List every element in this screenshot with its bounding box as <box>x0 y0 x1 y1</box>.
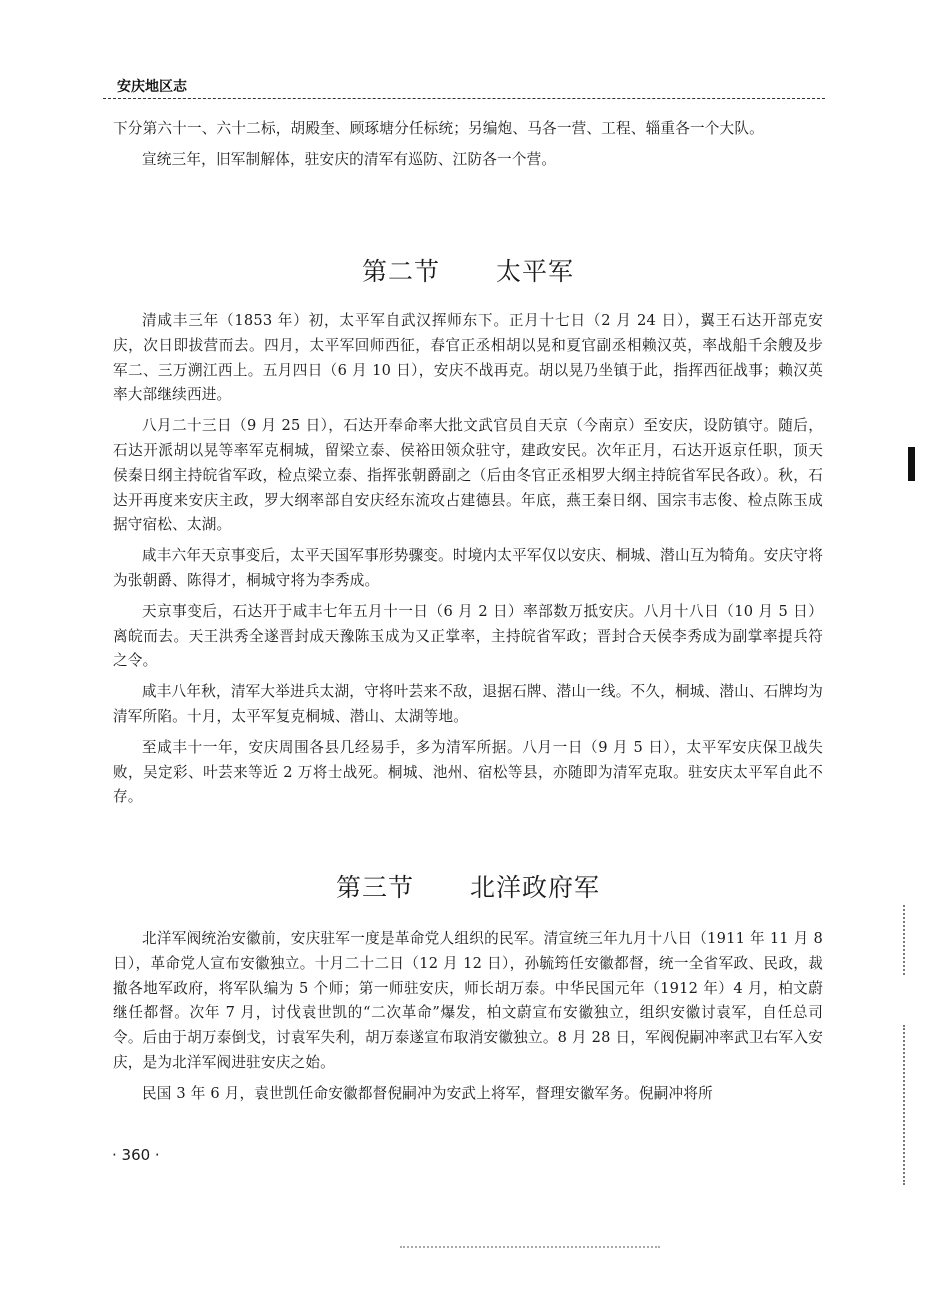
page-number: · 360 · <box>112 1146 160 1164</box>
section-3-paragraph: 民国 3 年 6 月，袁世凯任命安徽都督倪嗣冲为安武上将军，督理安徽军务。倪嗣冲将所 <box>142 1084 713 1102</box>
intro-text <box>113 117 823 179</box>
scan-dots-lower <box>903 1025 909 1185</box>
running-title: 安庆地区志 <box>117 79 187 95</box>
intro-paragraph: 宣统三年，旧军制解体，驻安庆的清军有巡防、江防各一个营。 <box>142 150 557 168</box>
section-2-number: 第二节 <box>361 257 440 286</box>
section-2-name: 太平军 <box>496 257 575 286</box>
section-2-paragraph: 八月二十三日（9 月 25 日），石达开奉命率大批文武官员自天京（今南京）至安庆，设防镇守。随后，石达开派胡以晃等率军克桐城，留梁立泰、侯裕田领众驻守，建政安民。次年正月，石达开返京任职，顶天侯秦日纲主持皖省军政，检点梁立泰、指挥张朝爵副之（后由冬官正丞相罗大纲主持皖省军民各政）。秋，石达开再度来安庆主政，罗大纲率部自安庆经东流攻占建德县。年底，燕王秦日纲、国宗韦志俊、检点陈玉成据守宿松、太湖。 <box>113 417 823 534</box>
binding-mark <box>908 447 915 481</box>
section-3-number: 第三节 <box>335 873 414 902</box>
section-3-paragraph: 北洋军阀统治安徽前，安庆驻军一度是革命党人组织的民军。清宣统三年九月十八日（1911 年 11 月 8 日），革命党人宣布安徽独立。十月二十二日（12 月 12 日），孙毓筠任安徽都督，统一全省军政、民政，裁撤各地军政府，将军队编为 5 个师；第一师驻安庆，师长胡万泰。中华民国元年（1912 年）4 月，柏文蔚继任都督。次年 7 月，讨伐袁世凯的“二次革命”爆发，柏文蔚宣布安徽独立，组织安徽讨袁军，自任总司令。后由于胡万泰倒戈，讨袁军失利，胡万泰遂宣布取消安徽独立。8 月 28 日，军阀倪嗣冲率武卫右军入安庆，是为北洋军阀进驻安庆之始。 <box>113 930 823 1071</box>
section-2-paragraph: 至咸丰十一年，安庆周围各县几经易手，多为清军所据。八月一日（9 月 5 日），太平军安庆保卫战失败，吴定彩、叶芸来等近 2 万将士战死。桐城、池州、宿松等县，亦随即为清军克取。驻安庆太平军自此不存。 <box>113 738 823 806</box>
section-2-paragraph: 清咸丰三年（1853 年）初，太平军自武汉挥师东下。正月十七日（2 月 24 日），翼王石达开部克安庆，次日即拔营而去。四月，太平军回师西征，春官正丞相胡以晃和夏官副丞相赖汉英，率战船千余艘及步军二、三万溯江西上。五月四日（6 月 10 日），安庆不战再克。胡以晃乃坐镇于此，指挥西征战事；赖汉英率大部继续西进。 <box>113 312 823 404</box>
section-2-body <box>113 309 823 816</box>
intro-paragraph: 下分第六十一、六十二标，胡殿奎、顾琢塘分任标统；另编炮、马各一营、工程、辎重各一个大队。 <box>113 120 764 137</box>
section-2-paragraph: 咸丰六年天京事变后，太平天国军事形势骤变。时境内太平军仅以安庆、桐城、潜山互为犄角。安庆守将为张朝爵、陈得才，桐城守将为李秀成。 <box>113 547 823 589</box>
section-3-body <box>113 927 823 1113</box>
scan-noise <box>400 1246 660 1248</box>
section-3-title <box>113 868 823 904</box>
section-2-title <box>113 252 823 288</box>
section-2-paragraph: 咸丰八年秋，清军大举进兵太湖，守将叶芸来不敌，退据石牌、潜山一线。不久，桐城、潜山、石牌均为清军所陷。十月，太平军复克桐城、潜山、太湖等地。 <box>113 683 823 725</box>
scan-dots-upper <box>903 905 909 975</box>
section-3-name: 北洋政府军 <box>470 873 601 902</box>
section-2-paragraph: 天京事变后，石达开于咸丰七年五月十一日（6 月 2 日）率部数万抵安庆。八月十八日（10 月 5 日）离皖而去。天王洪秀全遂晋封成天豫陈玉成为又正掌率，主持皖省军政；晋封合天侯李秀成为副掌率提兵符之令。 <box>113 602 823 670</box>
header-rule <box>103 98 825 99</box>
